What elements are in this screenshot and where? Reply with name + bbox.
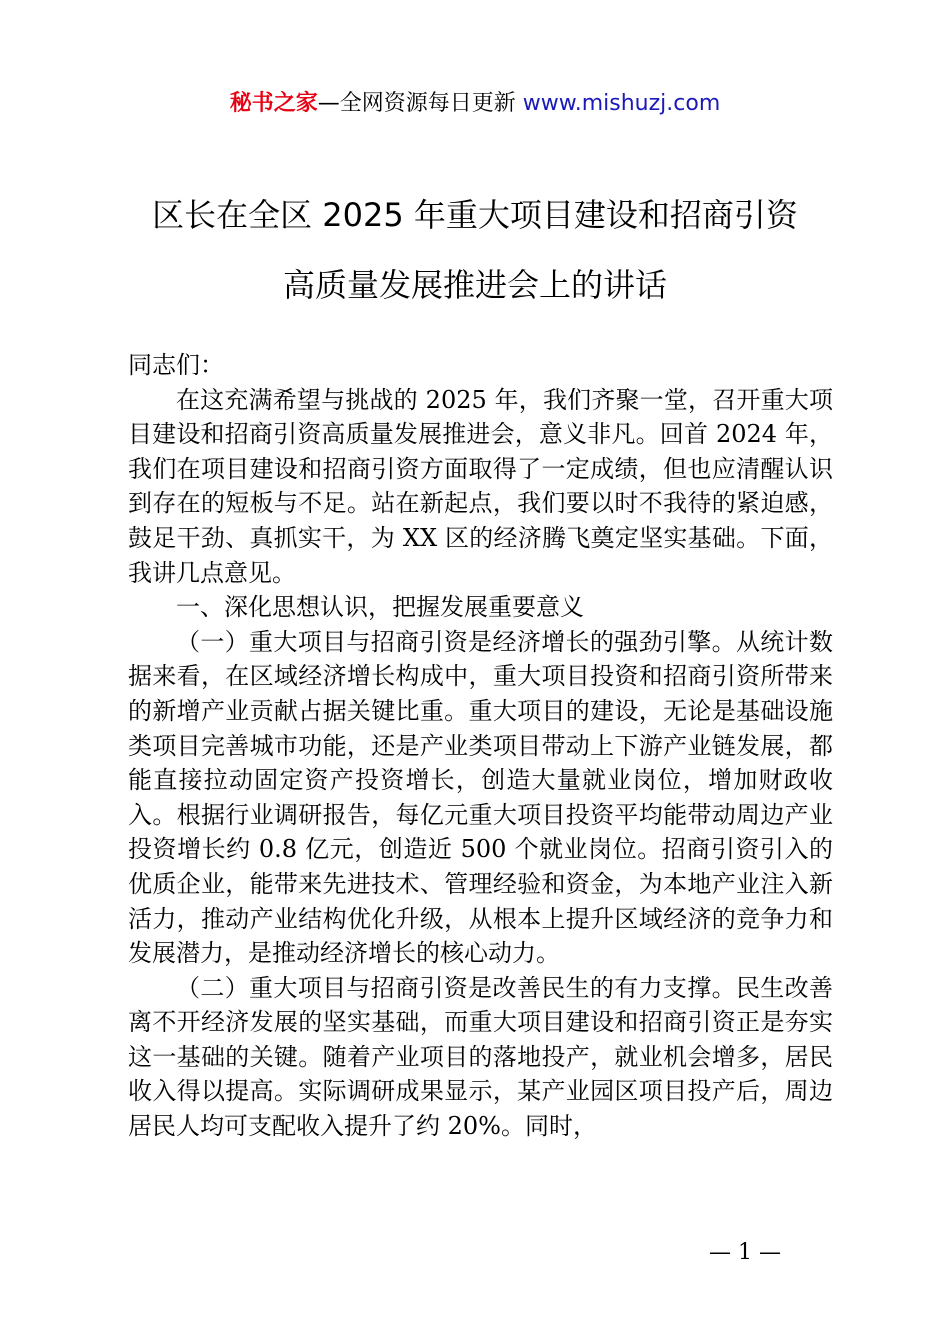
header-tagline: —全网资源每日更新 <box>317 91 523 116</box>
paragraph-1-2: （二）重大项目与招商引资是改善民生的有力支撑。民生改善离不开经济发展的坚实基础，而重大项目建设和招商引资正是夯实这一基础的关键。随着产业项目的落地投产，就业机会增多，居民收入得以提高。实际调研成果显示，某产业园区项目投产后，周边居民人均可支配收入提升了约 20%。同时， <box>128 973 833 1141</box>
brand-name: 秘书之家 <box>229 91 318 116</box>
document-title <box>0 180 950 320</box>
title-line-2: 高质量发展推进会上的讲话 <box>282 266 667 304</box>
page-number: — 1 — <box>709 1240 781 1265</box>
salutation: 同志们： <box>128 351 224 379</box>
paragraph-1-1: （一）重大项目与招商引资是经济增长的强劲引擎。从统计数据来看，在区域经济增长构成中，重大项目投资和招商引资所带来的新增产业贡献占据关键比重。重大项目的建设，无论是基础设施类项目完善城市功能，还是产业类项目带动上下游产业链发展，都能直接拉动固定资产投资增长，创造大量就业岗位，增加财政收入。根据行业调研报告，每亿元重大项目投资平均能带动周边产业投资增长约 0.8 亿元，创造近 500 个就业岗位。招商引资引入的优质企业，能带来先进技术、管理经验和资金，为本地产业注入新活力，推动产业结构优化升级，从根本上提升区域经济的竞争力和发展潜力，是推动经济增长的核心动力。 <box>128 627 833 968</box>
site-url-link[interactable]: www.mishuzj.com <box>522 91 721 116</box>
paragraph-intro: 在这充满希望与挑战的 2025 年，我们齐聚一堂，召开重大项目建设和招商引资高质量发展推进会，意义非凡。回首 2024 年，我们在项目建设和招商引资方面取得了一定成绩，但也应清醒认识到存在的短板与不足。站在新起点，我们要以时不我待的紧迫感，鼓足干劲、真抓实干，为 XX 区的经济腾飞奠定坚实基础。下面，我讲几点意见。 <box>128 385 833 587</box>
title-line-1: 区长在全区 2025 年重大项目建设和招商引资 <box>152 196 798 234</box>
section-heading-1: 一、深化思想认识，把握发展重要意义 <box>176 593 584 622</box>
site-header <box>0 86 950 122</box>
document-body <box>128 348 833 1144</box>
